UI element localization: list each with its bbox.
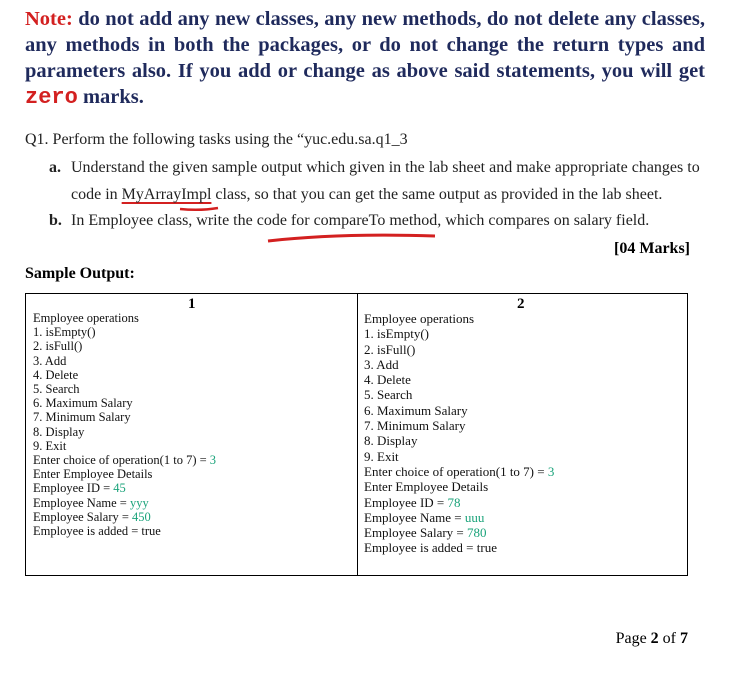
task-b-label: b. [49, 212, 62, 229]
task-a-line1: Understand the given sample output which given in the lab sheet and make appropriate changes to [71, 159, 700, 176]
task-a-line2-pre: code in [71, 186, 118, 203]
menu-line: 6. Maximum Salary [364, 402, 468, 418]
menu-line: 6. Maximum Salary [33, 396, 133, 411]
details-header: Enter Employee Details [364, 479, 489, 495]
menu-line: 2. isFull() [33, 339, 83, 354]
menu-line: 7. Minimum Salary [364, 418, 466, 434]
footer-total-pages: 7 [680, 630, 688, 647]
menu-line: 4. Delete [364, 372, 411, 388]
task-b-post: method, which compares on salary field. [389, 212, 650, 229]
page-footer [616, 630, 688, 648]
output-number-1: 1 [188, 296, 196, 312]
task-a-label: a. [49, 159, 61, 176]
underline-myarrayimpl [180, 208, 218, 210]
menu-line: 4. Delete [33, 367, 79, 382]
footer-prefix: Page [615, 630, 647, 647]
task-a [49, 159, 700, 177]
note-text: do not add any new classes, any new methods, do not delete any classes, any methods in both the packages, or do not change the return types and parameters also. If you add or change as above said statements, you will get [25, 8, 706, 82]
salary-value: 450 [132, 509, 151, 524]
menu-line: 1. isEmpty() [364, 326, 429, 342]
menu-line: 2. isFull() [364, 341, 416, 357]
menu-line: 5. Search [33, 382, 80, 397]
choice-value: 3 [547, 463, 555, 479]
choice-line: Enter choice of operation(1 to 7) = 3 [33, 453, 217, 468]
menu-line: Employee operations [364, 311, 475, 326]
name-line: Employee Name = uuu [364, 509, 485, 525]
myarrayimpl-link: MyArrayImpl [121, 186, 212, 203]
menu-line: 5. Search [364, 387, 413, 403]
menu-line: 8. Display [33, 424, 85, 439]
sample-output-title: Sample Output: [25, 265, 135, 282]
result-line: Employee is added = true [33, 524, 161, 539]
footer-current-page: 2 [650, 630, 659, 647]
choice-line: Enter choice of operation(1 to 7) = 3 [364, 463, 555, 479]
id-line: Employee ID = 78 [364, 494, 461, 510]
output-column-2 [364, 311, 554, 556]
task-b-pre: In Employee class, write the code for [71, 212, 310, 229]
menu-line: Employee operations [33, 311, 139, 325]
menu-line: 9. Exit [33, 438, 67, 453]
menu-line: 8. Display [364, 433, 418, 449]
marks-label: [04 Marks] [614, 240, 690, 257]
choice-value: 3 [209, 453, 217, 468]
task-a-line2-post: class, so that you can get the same output as provided in the lab sheet. [215, 186, 663, 203]
note-paragraph [25, 6, 705, 111]
name-line: Employee Name = yyy [33, 495, 149, 510]
salary-line: Employee Salary = 780 [364, 525, 487, 541]
output-column-1 [33, 311, 216, 538]
question-title: Q1. Perform the following tasks using the “yuc.edu.sa.q1_3 [25, 131, 408, 148]
menu-line: 9. Exit [364, 448, 399, 464]
result-line: Employee is added = true [364, 540, 497, 556]
task-b [49, 212, 649, 230]
menu-line: 3. Add [364, 356, 399, 372]
id-line: Employee ID = 45 [33, 481, 126, 496]
note-text-end: marks. [82, 86, 144, 108]
id-value: 78 [447, 494, 461, 510]
menu-line: 3. Add [33, 353, 67, 368]
note-lead: Note: [25, 8, 73, 30]
name-value: uuu [464, 509, 485, 525]
footer-of: of [662, 630, 676, 647]
name-value: yyy [129, 495, 149, 510]
compareto-link: compareTo [313, 212, 386, 229]
menu-line: 7. Minimum Salary [33, 410, 131, 425]
menu-line: 1. isEmpty() [33, 325, 96, 340]
salary-value: 780 [467, 525, 487, 541]
salary-line: Employee Salary = 450 [33, 509, 151, 524]
output-number-2: 2 [517, 296, 525, 312]
note-zero: zero [25, 85, 78, 110]
id-value: 45 [113, 481, 126, 496]
underline-compareto [268, 235, 435, 241]
task-a-line2 [49, 186, 662, 204]
details-header: Enter Employee Details [33, 467, 153, 482]
